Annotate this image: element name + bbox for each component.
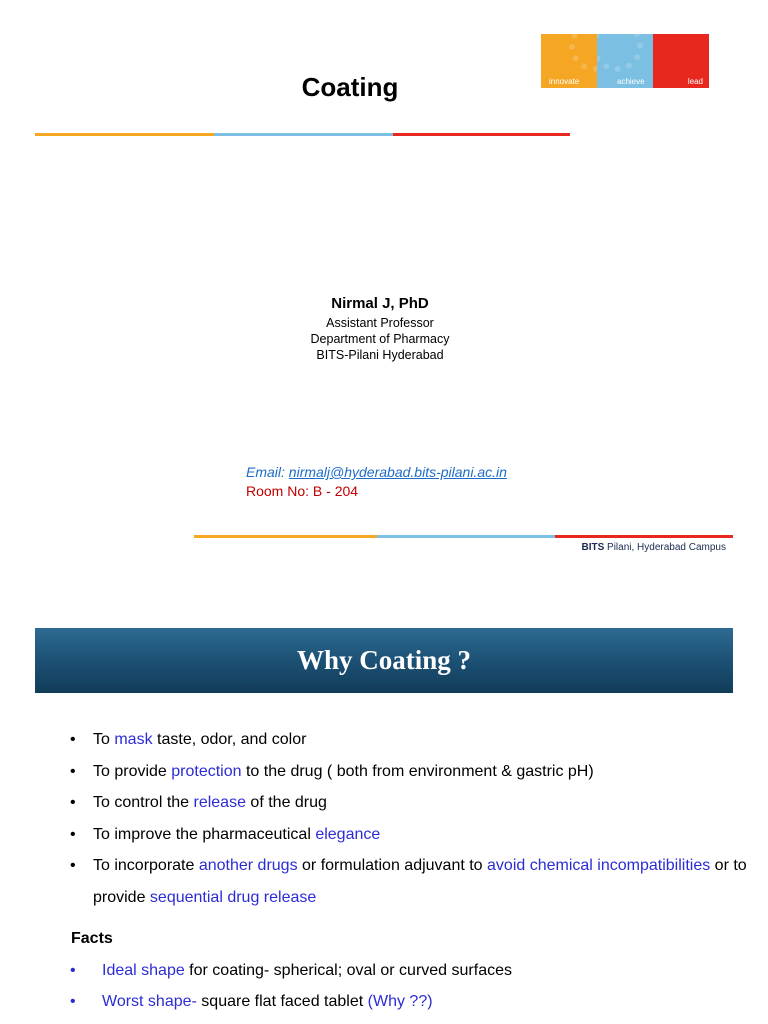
- highlighted-text: sequential drug release: [149, 888, 317, 906]
- reason-item: [70, 756, 750, 788]
- author-position: Assistant Professor: [326, 316, 434, 330]
- text-run: to the drug ( both from environment & gastric pH): [241, 762, 594, 780]
- text-run: To improve the pharmaceutical: [93, 825, 316, 843]
- bullet-icon: •: [70, 825, 76, 843]
- bullet-icon: •: [70, 794, 76, 811]
- slide-header-banner: [35, 628, 733, 693]
- reason-item: [70, 850, 750, 913]
- text-run: square flat faced tablet: [196, 993, 368, 1010]
- room-number: Room No: B - 204: [246, 483, 359, 499]
- author-institution: BITS-Pilani Hyderabad: [316, 348, 444, 362]
- fact-item: [70, 955, 750, 986]
- title-accent-bar: [35, 133, 570, 136]
- campus-footer-rest: Pilani, Hyderabad Campus: [604, 542, 726, 553]
- text-run: or to provide: [93, 857, 747, 906]
- text-run: for coating- spherical; oval or curved surfaces: [184, 962, 512, 979]
- text-run: To control the: [93, 794, 194, 811]
- bits-logo: [541, 34, 709, 88]
- email-line: [246, 464, 507, 480]
- highlighted-text: (Why ??): [367, 993, 433, 1010]
- highlighted-text: another drugs: [198, 857, 298, 874]
- author-name: Nirmal J, PhD: [331, 295, 429, 312]
- logo-segment-achieve: [597, 34, 653, 88]
- highlighted-text: avoid chemical incompatibilities: [487, 857, 711, 874]
- reason-item: [70, 787, 750, 819]
- campus-footer-bits: BITS: [581, 542, 605, 553]
- bullet-icon: •: [70, 731, 76, 748]
- email-link[interactable]: nirmalj@hyderabad.bits-pilani.ac.in: [288, 464, 507, 480]
- text-run: or formulation adjuvant to: [297, 857, 488, 874]
- text-run: To provide: [93, 762, 172, 780]
- logo-word-lead: lead: [687, 77, 703, 86]
- logo-segment-lead: [653, 34, 709, 88]
- campus-footer: [581, 542, 726, 553]
- reasons-list: [70, 724, 750, 913]
- bullet-icon: •: [70, 762, 76, 780]
- highlighted-text: release: [193, 794, 246, 811]
- facts-list: [70, 955, 750, 1017]
- logo-word-innovate: innovate: [549, 77, 580, 86]
- highlighted-text: Worst shape-: [102, 993, 197, 1010]
- slide-heading: Why Coating ?: [296, 645, 472, 675]
- highlighted-text: elegance: [315, 825, 381, 843]
- author-department: Department of Pharmacy: [310, 332, 450, 346]
- highlighted-text: Ideal shape: [102, 962, 185, 979]
- slide-title: Coating: [301, 72, 399, 102]
- logo-word-achieve: achieve: [617, 77, 645, 86]
- text-run: To: [93, 731, 115, 748]
- highlighted-text: protection: [171, 762, 242, 780]
- facts-title: Facts: [71, 930, 113, 947]
- bullet-icon: •: [70, 857, 76, 874]
- bullet-icon: •: [70, 993, 76, 1010]
- highlighted-text: mask: [114, 731, 153, 748]
- reason-item: [70, 724, 750, 756]
- author-block: [0, 295, 760, 363]
- text-run: taste, odor, and color: [152, 731, 307, 748]
- text-run: of the drug: [245, 794, 327, 811]
- footer-accent-bar: [194, 535, 733, 538]
- reason-item: [70, 819, 750, 851]
- fact-item: [70, 986, 750, 1017]
- email-label: Email:: [246, 464, 289, 480]
- bullet-icon: •: [70, 962, 76, 979]
- logo-segment-innovate: [541, 34, 597, 88]
- text-run: To incorporate: [93, 857, 199, 874]
